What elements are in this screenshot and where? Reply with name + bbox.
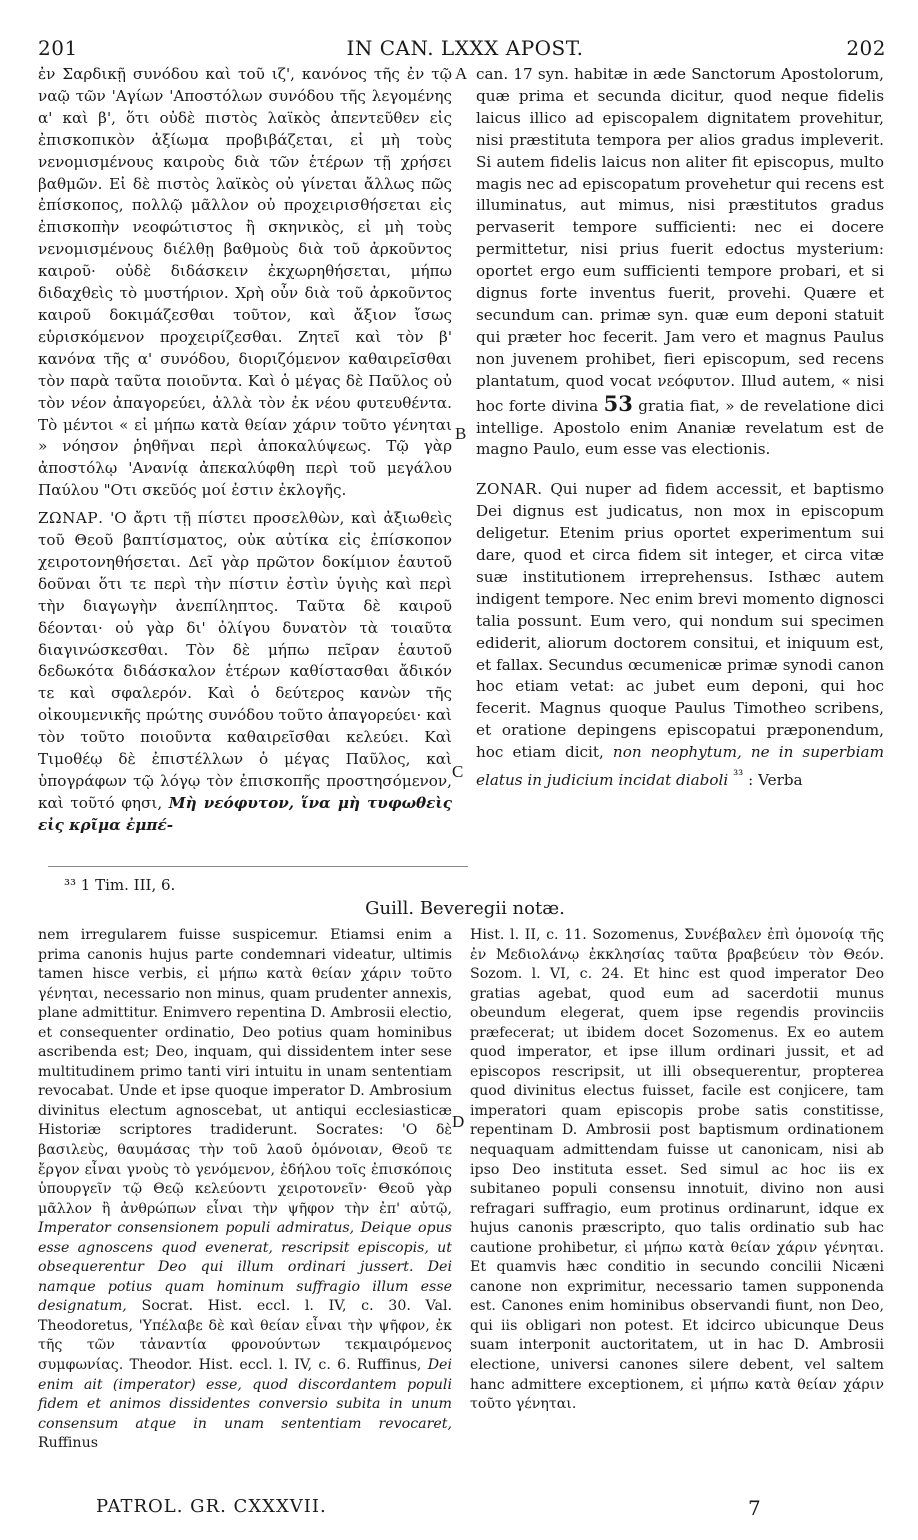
series-footer: PATROL. GR. CXXXVII. [96,1496,327,1517]
greek-column [38,64,452,837]
margin-letter-c: C [452,762,464,781]
signature-mark: 7 [748,1496,761,1520]
latin-column [476,64,884,792]
left-page-number: 201 [38,36,78,60]
notes-left-italic-2: Dei enim ait (imperator) esse, quod discordantem populi fidem et animos dissidentes conversio subita in unum consensum atque in unam sententiam revocaret, [38,1357,452,1432]
margin-letter-b: B [455,424,467,443]
margin-letter-a: A [455,64,468,83]
zonaras-end-latin: : Verba [748,771,803,790]
zonaras-text-greek: 'Ο ἄρτι τῇ πίστει προσελθὼν, καὶ ἀξιωθεὶς τοῦ Θεοῦ βαπτίσματος, οὐκ αὐτίκα εἰς ἐπίσκοπον χειροτονηθήσεται. Δεῖ γὰρ πρῶτον δοκίμιον ἑαυτοῦ δοῦναι ὅτι τε περὶ τὴν πίστιν ἐστὶν ὑγιὴς καὶ περὶ τὴν διαγωγὴν ἀνεπίληπτος. Ταῦτα δὲ καιροῦ δέονται· οὐ γὰρ δι' ὀλίγου δυνατὸν τὰ τοιαῦτα διαγινώσκεσθαι. Τὸν δὲ μήπω πεῖραν ἑαυτοῦ δεδωκότα διδάσκαλον ἑτέρων καθίστασθαι ἄδικόν τε καὶ σφαλερόν. Καὶ ὁ δεύτερος κανὼν τῆς οἰκουμενικῆς πρώτης συνόδου τοῦτο ἀπαγορεύει· καὶ τὸν τοῦτο ποιοῦντα καθαιρεῖσθαι κελεύει. Καὶ Τιμοθέῳ δὲ ἐπιστέλλων ὁ μέγας Παῦλος, καὶ ὑπογράφων τῷ λόγῳ τὸν ἐπισκοπῆς προστησόμενον, καὶ τοῦτό φησι, [38,509,452,812]
notes-left-column [38,926,452,1454]
notes-left-end: Ruffinus [38,1435,98,1452]
footnote: ³³ 1 Tim. III, 6. [64,876,176,894]
zonaras-label-greek: ΖΩΝΑΡ. [38,509,104,528]
notes-title: Guill. Beveregii notæ. [365,898,565,919]
running-title: IN CAN. LXXX APOST. [346,36,584,60]
zonaras-quote-latin: non neophytum, ne in superbiam elatus in judicium incidat diaboli [476,743,884,790]
greek-paragraph: ἐν Σαρδικῇ συνόδου καὶ τοῦ ιζ', κανόνος τῆς ἐν τῷ ναῷ τῶν 'Αγίων 'Αποστόλων συνόδου τῆς λεγομένης α' καὶ β', ὅτι οὐδὲ πιστὸς λαϊκὸς ἀπεντεῦθεν εἰς ἐπισκοπικὸν ἀξίωμα προβιβάζεται, εἰ μὴ τοὺς νενομισμένους καιροὺς διὰ τῶν ἑτέρων τῇ χρήσει βαθμῶν. Εἰ δὲ πιστὸς λαϊκὸς οὐ γίνεται ἄλλως πῶς ἐπίσκοπος, πολλῷ μᾶλλον οὐ προχειρισθήσεται εἰς ἐπισκοπὴν νεοφώτιστος ἢ σκηνικὸς, εἰ μὴ τοὺς νενομισμένους διέλθῃ βαθμοὺς διὰ τοῦ ἀρκοῦντος καιροῦ· οὐδὲ διδάσκειν ἐκχωρηθήσεται, μήπω διδαχθεὶς τὸ μυστήριον. Χρὴ οὖν διὰ τοῦ ἀρκοῦντος καιροῦ δοκιμάζεσθαι τοῦτον, καὶ ἄξιον ἴσως εὑρισκόμενον προχειρίζεσθαι. Ζητεῖ καὶ τὸν β' κανόνα τῆς α' συνόδου, διοριζόμενον καθαιρεῖσθαι τὸν παρὰ ταῦτα ποιοῦντα. Καὶ ὁ μέγας δὲ Παῦλος οὐ τὸν νέον ἀπαγορεύει, ἀλλὰ τὸν ἐκ νέου φυτευθέντα. Τὸ μέντοι « εἰ μήπω κατὰ θείαν χάριν τοῦτο γένηται » νόησον ῥηθῆναι περὶ ἀποκαλύψεως. Τῷ γὰρ ἀποστόλῳ 'Ανανίᾳ ἀπεκαλύφθη περὶ τοῦ μεγάλου Παύλου "Οτι σκεῦός μοί ἐστιν ἐκλογῆς. [38,65,452,500]
margin-letter-d: D [452,1112,465,1131]
notes-left-text: nem irregularem fuisse suspicemur. Etiamsi enim a prima canonis hujus parte condemnari videatur, ultimis tamen hisce verbis, εἰ μήπω κατὰ θείαν χάριν τοῦτο γένηται, necessario non minus, quam prudenter annexis, plane admittitur. Enimvero repentina D. Ambrosii electio, et consequenter ordinatio, Deo potius quam hominibus ascribenda est; Deo, inquam, qui dissidentem inter sese multitudinem primo tanti viri intuitu in unam sententiam revocabat. Unde et ipse quoque imperator D. Ambrosium divinitus electum agnoscebat, ut antiqui ecclesiasticæ Historiæ scriptores tradiderunt. Socrates: 'Ο δὲ βασιλεὺς, θαυμάσας τὴν τοῦ λαοῦ ὁμόνοιαν, Θεοῦ τε ἔργον εἶναι γνοὺς τὸ γενόμενον, ἐδήλου τοῖς ἐπισκόποις ὑπουργεῖν τῷ Θεῷ κελεύοντι χειροτονεῖν· Θεοῦ γὰρ μᾶλλον ἢ ἀνθρώπων εἶναι τὴν ψῆφον τὴν ἐπ' αὐτῷ, [38,927,452,1217]
zonaras-label-latin: ZONAR. [476,480,543,499]
latin-text-part1: can. 17 syn. habitæ in æde Sanctorum Apostolorum, quæ prima et secunda dicitur, quod neque fidelis laicus illico ad episcopalem dignitatem provehitur, nisi præstituta tempora per alios gradus impleverit. Si autem fidelis laicus non aliter fit episcopus, multo magis nec ad episcopatum provehetur qui recens est illuminatus, aut mimus, nisi præstitutos gradus pervaserit tempore sufficienti: nec ei docere permittetur, nisi prius fuerit edoctus mysterium: oportet ergo eum sufficienti tempore probari, et si dignus forte inventus fuerit, provehi. Quære et secundum can. primæ syn. quæ eum deponi statuit qui præter hoc fecerit. Jam vero et magnus Paulus non juvenem prohibet, fieri episcopum, sed recens plantatum, quod vocat νεόφυτον. Illud autem, « nisi hoc forte divina [476,65,884,415]
column-number: 53 [603,390,633,416]
zonaras-quote-greek: Μὴ νεόφυτον, ἵνα μὴ τυφωθεὶς εἰς κρῖμα ἐμπέ- [38,793,452,834]
latin-zonaras-paragraph [476,479,884,792]
footnote-ref: ³³ [733,767,744,783]
notes-right-column [470,926,884,1415]
right-page-number: 202 [846,36,886,60]
latin-text-part2: gratia fiat, » de revelatione dici intellige. Apostolo enim Ananiæ revelatum est de magno Paulo, eum esse vas electionis. [476,396,884,459]
footnote-rule [48,866,468,867]
notes-left-mid: Socrat. Hist. eccl. l. IV, c. 30. Val. Theodoretus, 'Υπέλαβε δὲ καὶ θείαν εἶναι τὴν ψῆφον, ἐκ τῆς τῶν τἀναντία φρονούντων τεκμαιρόμενος συμφωνίας. Theodor. Hist. eccl. l. IV, c. 6. Ruffinus, [38,1298,452,1374]
greek-zonaras-paragraph [38,508,452,837]
notes-right-text: Hist. l. II, c. 11. Sozomenus, Συνέβαλεν ἐπὶ ὁμονοίᾳ τῆς ἐν Μεδιολάνῳ ἐκκλησίας ταῦτα βραβεύειν τὸν Θεόν. Sozom. l. VI, c. 24. Et hinc est quod imperator Deo gratias agebat, quod eum ad sacerdotii munus obeundum elegerat, quem ipse regendis provinciis præfecerat; ut ibidem docet Sozomenus. Ex eo autem quod imperator, et ipse illum ordinari jussit, et ad episcopos rescripsit, ut illi obsequerentur, propterea quod divinitus electus fuisset, facile est conjicere, tam imperatori quam episcopis probe satis constitisse, repentinam D. Ambrosii post baptismum ordinationem nequaquam admittendam fuisse ut canonicam, nisi ab ipso Deo instituta esset. Sed simul ac hoc iis ex subitaneo populi consensu innotuit, divino non ausi refragari suffragio, eum protinus ordinarunt, idque ex hujus canonis præscripto, quo talis ordinatio sub hac cautione prohibetur, εἰ μήπω κατὰ θείαν χάριν γένηται. Et quamvis hæc conditio in secundo concilii Nicæni canone non exprimitur, necessario tamen supponenda est. Canones enim hominibus observandi fiunt, non Deo, qui iis obligari non potest. Et idcirco ubicunque Deus suam interponit auctoritatem, ut in hac D. Ambrosii electione, universi canones silere debent, vel saltem hanc admittere exceptionem, εἰ μήπω κατὰ θείαν χάριν τοῦτο γένηται. [470,927,884,1413]
notes-left-italic-1: Imperator consensionem populi admiratus, Deique opus esse agnoscens quod evenerat, rescripsit episcopis, ut obsequerentur Deo qui illum ordinari jussert. Dei namque potius quam hominum suffragio illum esse designatum, [38,1220,452,1315]
zonaras-text-latin: Qui nuper ad fidem accessit, et baptismo Dei dignus est judicatus, non mox in episcopum deligetur. Etenim prius oportet experimentum sui dare, quod et circa fidem sit integer, et circa vitæ suæ institutionem irreprehensus. Isthæc autem indigent tempore. Nec enim brevi momento dignosci talia possunt. Eum vero, qui nondum sui specimen ediderit, aliorum doctorem consitui, et iniquum est, et fallax. Secundus œcumenicæ primæ synodi canon hoc etiam vetat: ac jubet eum deponi, qui hoc fecerit. Magnus quoque Paulus Timotheo scribens, et oratione depingens episcopatui præponendum, hoc etiam dicit, [476,480,885,762]
latin-paragraph [476,64,884,461]
